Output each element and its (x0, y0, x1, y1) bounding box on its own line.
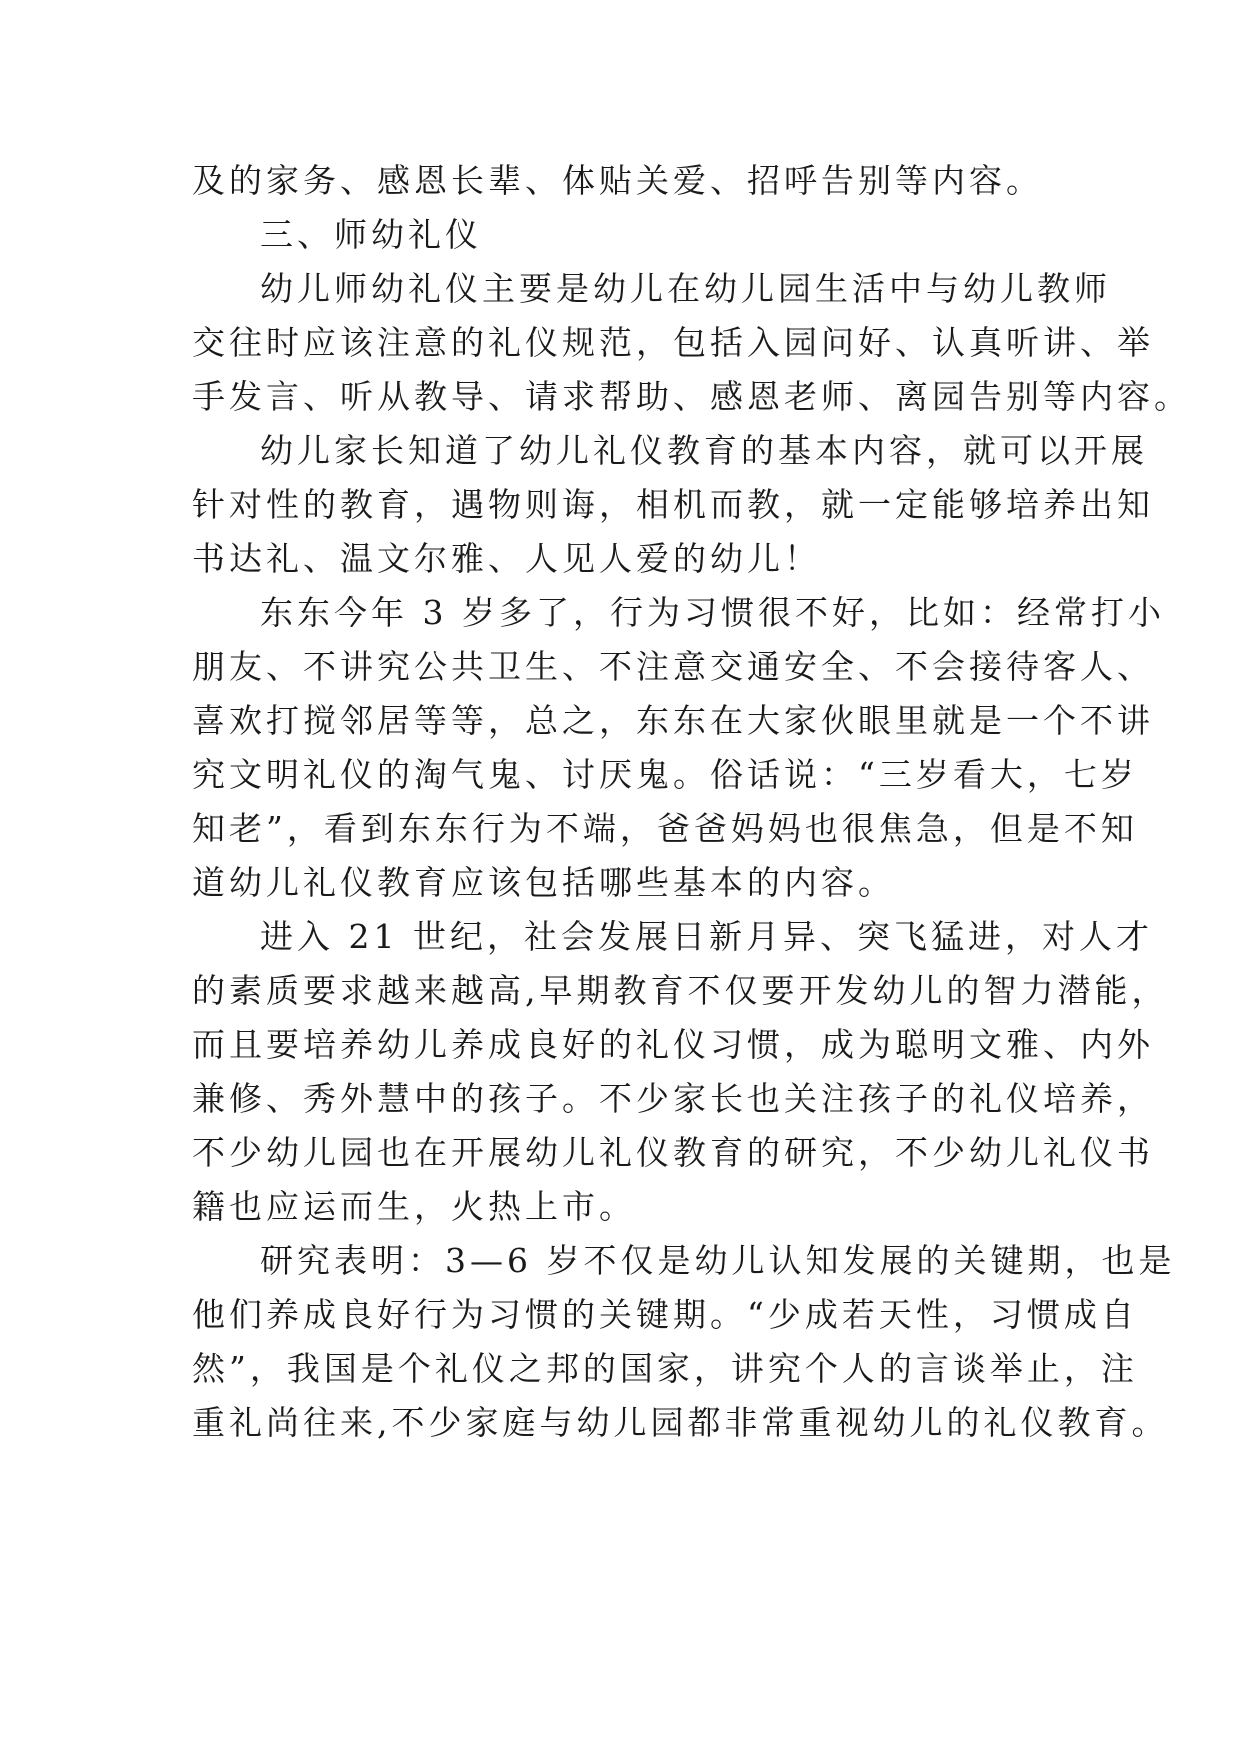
text-line: 的素质要求越来越高,早期教育不仅要开发幼儿的智力潜能， (192, 971, 1169, 1010)
text-line: 手发言、听从教导、请求帮助、感恩老师、离园告别等内容。 (192, 377, 1191, 416)
text-line: 研究表明：3—6 岁不仅是幼儿认知发展的关键期，也是 (260, 1241, 1176, 1280)
text-line: 道幼儿礼仪教育应该包括哪些基本的内容。 (192, 863, 895, 902)
text-line: 究文明礼仪的淘气鬼、讨厌鬼。俗话说：“三岁看大，七岁 (192, 755, 1138, 794)
text-line: 籍也应运而生，火热上市。 (192, 1187, 636, 1226)
section-heading: 三、师幼礼仪 (260, 215, 482, 254)
text-line: 幼儿家长知道了幼儿礼仪教育的基本内容，就可以开展 (260, 431, 1148, 470)
text-line: 朋友、不讲究公共卫生、不注意交通安全、不会接待客人、 (192, 647, 1154, 686)
text-line: 知老”，看到东东行为不端，爸爸妈妈也很焦急，但是不知 (192, 809, 1138, 848)
text-line: 东东今年 3 岁多了，行为习惯很不好，比如：经常打小 (260, 593, 1165, 632)
text-line: 交往时应该注意的礼仪规范，包括入园问好、认真听讲、举 (192, 323, 1154, 362)
text-line: 及的家务、感恩长辈、体贴关爱、招呼告别等内容。 (192, 161, 1043, 200)
text-line: 幼儿师幼礼仪主要是幼儿在幼儿园生活中与幼儿教师 (260, 269, 1111, 308)
document-body (192, 154, 1191, 1450)
text-line: 喜欢打搅邻居等等，总之，东东在大家伙眼里就是一个不讲 (192, 701, 1154, 740)
text-line: 重礼尚往来,不少家庭与幼儿园都非常重视幼儿的礼仪教育。 (192, 1403, 1169, 1442)
text-line: 而且要培养幼儿养成良好的礼仪习惯，成为聪明文雅、内外 (192, 1025, 1154, 1064)
text-line: 然”，我国是个礼仪之邦的国家，讲究个人的言谈举止，注 (192, 1349, 1138, 1388)
text-line: 书达礼、温文尔雅、人见人爱的幼儿！ (192, 539, 821, 578)
text-line: 不少幼儿园也在开展幼儿礼仪教育的研究，不少幼儿礼仪书 (192, 1133, 1154, 1172)
text-line: 他们养成良好行为习惯的关键期。“少成若天性，习惯成自 (192, 1295, 1138, 1334)
text-line: 进入 21 世纪，社会发展日新月异、突飞猛进，对人才 (260, 917, 1153, 956)
text-line: 针对性的教育，遇物则诲，相机而教，就一定能够培养出知 (192, 485, 1154, 524)
text-line: 兼修、秀外慧中的孩子。不少家长也关注孩子的礼仪培养， (192, 1079, 1154, 1118)
